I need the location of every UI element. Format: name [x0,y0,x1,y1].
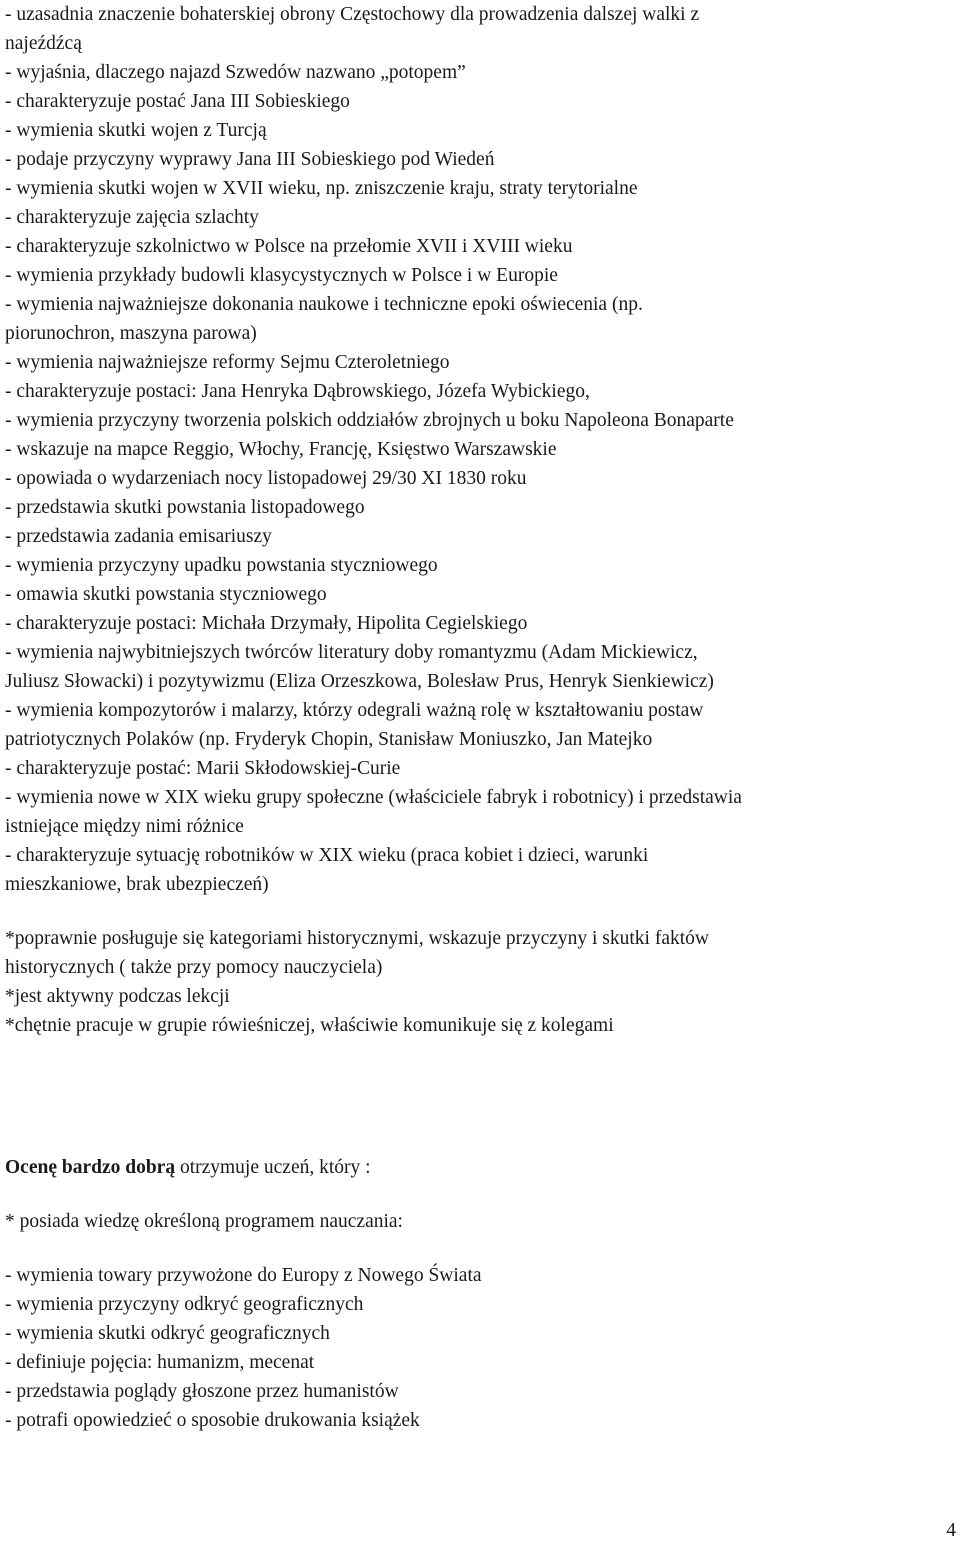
spacer [5,1236,958,1261]
list-item: - charakteryzuje sytuację robotników w XIX wieku (praca kobiet i dzieci, warunki [5,845,649,866]
requirements-list-good [5,0,958,899]
list-item: najeźdźcą [5,33,82,54]
list-item: - charakteryzuje szkolnictwo w Polsce na przełomie XVII i XVIII wieku [5,236,573,257]
skill-item: *poprawnie posługuje się kategoriami historycznymi, wskazuje przyczyny i skutki faktów [5,928,709,949]
list-item: - charakteryzuje postaci: Michała Drzymały, Hipolita Cegielskiego [5,613,528,634]
grade-heading-rest: otrzymuje uczeń, który : [175,1157,371,1178]
list-item: Juliusz Słowacki) i pozytywizmu (Eliza Orzeszkowa, Bolesław Prus, Henryk Sienkiewicz) [5,671,714,692]
document-page [5,0,958,1435]
list-item: - potrafi opowiedzieć o sposobie drukowania książek [5,1410,420,1431]
spacer [5,1182,958,1207]
list-item: patriotycznych Polaków (np. Fryderyk Chopin, Stanisław Moniuszko, Jan Matejko [5,729,653,750]
list-item: - wymienia skutki odkryć geograficznych [5,1323,330,1344]
list-item: piorunochron, maszyna parowa) [5,323,257,344]
list-item: - opowiada o wydarzeniach nocy listopadowej 29/30 XI 1830 roku [5,468,527,489]
list-item: - wymienia najwybitniejszych twórców literatury doby romantyzmu (Adam Mickiewicz, [5,642,698,663]
list-item: - charakteryzuje zajęcia szlachty [5,207,259,228]
list-item: - uzasadnia znaczenie bohaterskiej obrony Częstochowy dla prowadzenia dalszej walki z [5,4,700,25]
list-item: - wymienia nowe w XIX wieku grupy społeczne (właściciele fabryk i robotnicy) i przedstawia [5,787,742,808]
skill-item: *chętnie pracuje w grupie rówieśniczej, właściwie komunikuje się z kolegami [5,1015,614,1036]
list-item: - przedstawia zadania emisariuszy [5,526,272,547]
grade-heading-bold: Ocenę bardzo dobrą [5,1157,176,1178]
list-item: - wymienia przyczyny tworzenia polskich oddziałów zbrojnych u boku Napoleona Bonaparte [5,410,734,431]
list-item: - omawia skutki powstania styczniowego [5,584,327,605]
list-item: - charakteryzuje postaci: Jana Henryka Dąbrowskiego, Józefa Wybickiego, [5,381,590,402]
list-item: mieszkaniowe, brak ubezpieczeń) [5,874,269,895]
list-item: - wymienia najważniejsze dokonania naukowe i techniczne epoki oświecenia (np. [5,294,643,315]
list-item: - wymienia przyczyny upadku powstania styczniowego [5,555,438,576]
list-item: - definiuje pojęcia: humanizm, mecenat [5,1352,315,1373]
list-item: - wymienia przyczyny odkryć geograficznych [5,1294,364,1315]
spacer [5,899,958,924]
skill-item: historycznych ( także przy pomocy nauczyciela) [5,957,383,978]
knowledge-statement: * posiada wiedzę określoną programem nauczania: [5,1211,403,1232]
requirements-list-very-good [5,1261,958,1435]
list-item: - wymienia najważniejsze reformy Sejmu Czteroletniego [5,352,450,373]
list-item: - wskazuje na mapce Reggio, Włochy, Francję, Księstwo Warszawskie [5,439,557,460]
list-item: - charakteryzuje postać: Marii Skłodowskiej-Curie [5,758,401,779]
grade-heading [5,1153,958,1182]
list-item: - wymienia kompozytorów i malarzy, którzy odegrali ważną rolę w kształtowaniu postaw [5,700,704,721]
skill-item: *jest aktywny podczas lekcji [5,986,230,1007]
list-item: - wyjaśnia, dlaczego najazd Szwedów nazwano „potopem” [5,62,466,83]
page-number: 4 [946,1520,956,1541]
list-item: - wymienia skutki wojen z Turcją [5,120,267,141]
skills-list [5,924,958,1040]
list-item: - przedstawia poglądy głoszone przez humanistów [5,1381,399,1402]
list-item: - podaje przyczyny wyprawy Jana III Sobieskiego pod Wiedeń [5,149,495,170]
spacer [5,1040,958,1153]
list-item: - przedstawia skutki powstania listopadowego [5,497,365,518]
list-item: - wymienia towary przywożone do Europy z Nowego Świata [5,1265,482,1286]
list-item: - charakteryzuje postać Jana III Sobieskiego [5,91,350,112]
list-item: istniejące między nimi różnice [5,816,244,837]
list-item: - wymienia przykłady budowli klasycystycznych w Polsce i w Europie [5,265,558,286]
list-item: - wymienia skutki wojen w XVII wieku, np. zniszczenie kraju, straty terytorialne [5,178,638,199]
